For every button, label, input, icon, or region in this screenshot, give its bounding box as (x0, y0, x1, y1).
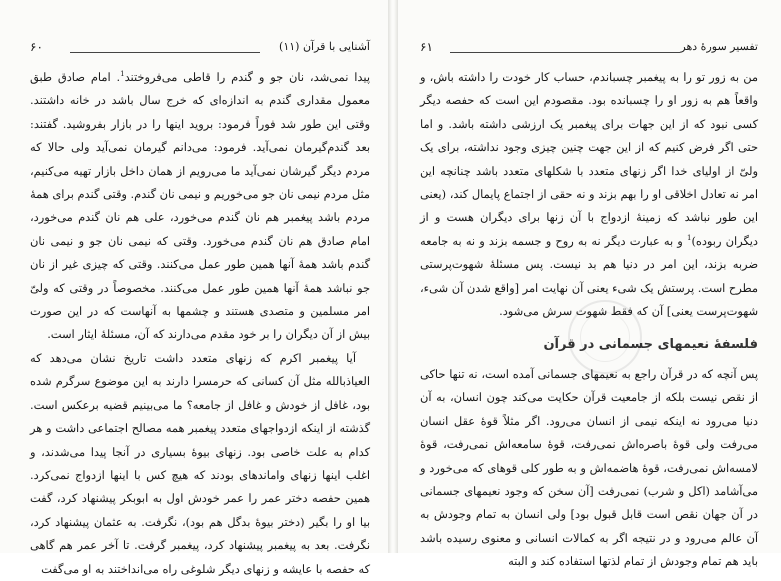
footnote-ref[interactable]: 1 (686, 234, 692, 243)
right-header-title: تفسیر سورهٔ دهر (680, 40, 758, 53)
right-paragraph-1 (420, 66, 758, 323)
left-page-number: ۶۰ (30, 40, 43, 54)
left-header-rule (70, 52, 260, 53)
right-page-body (420, 66, 758, 574)
right-header-rule (450, 52, 680, 53)
left-page (12, 0, 384, 576)
text-run: . امام صادق طبق معمول مقداری گندم به اندازه‌ای که خرج سال باشد در خانه داشتند. وقتی این طور شد فوراً فرمود: بروید اینها را در بازار بفروشید. گفتند: بعد گندم‌گیرمان نمی‌آید. فرمود: می‌دانم گیرمان نمی‌آید ولی حالا که مردم دیگر گیرشان نمی‌آید ما می‌رویم از همان داخل بازار تهیه می‌کنیم، مثل مردم نیمی نان جو می‌خوریم و نیمی نان گندم. وقتی گندم برای همهٔ مردم باشد پیغمبر هم نان گندم می‌خورد، علی هم نان گندم می‌خورد، امام صادق هم نان گندم می‌خورد. وقتی که نیمی نان جو و نیمی نان گندم باشد همهٔ آنها همین طور عمل می‌کنند. وقتی که چیزی غیر از نان جو نباشد همهٔ آنها همین طور عمل می‌کنند. مخصوصاً در وقتی که ولیّ امر مسلمین و متصدی هستند و چشمها به آنهاست که در این صورت بیش از آن دیگران را بر خود مقدم می‌دارند که آن، مسئلهٔ ایثار است. (30, 70, 370, 342)
left-running-head (30, 40, 370, 58)
left-paragraph-1 (30, 66, 370, 347)
left-header-title: آشنایی با قرآن (۱۱) (279, 40, 370, 53)
text-run: و به عبارت دیگر نه به روح و جسمه بزند و نه به جامعه ضربه بزند، این امر در دنیا هم بد نیست. پس مسئلهٔ شهوت‌پرستی مطرح است. پرستش یک شیء یعنی آن نهایت امر [واقع شدن آن شیء، شهوت‌پرست یعنی] آن که فقط شهوت سرش می‌شود. (420, 233, 758, 319)
text-run: پیدا نمی‌شد، نان جو و گندم را قاطی می‌فروختند (124, 70, 370, 84)
left-paragraph-2 (30, 347, 370, 581)
right-page (402, 0, 772, 569)
right-paragraph-2 (420, 363, 758, 574)
text-run: آیا پیغمبر اکرم که زنهای متعدد داشت تاریخ نشان می‌دهد که العیاذبالله مثل آن کسانی که حرمسرا دارند به این موضوع سرگرم شده بود، غافل از خودش و غافل از جامعه؟ ما می‌بینیم قضیه برعکس است. گذشته از اینکه ازدواجهای متعدد پیغمبر همه مصالح اجتماعی داشت و هر کدام به علت خاصی بود. زنهای بیوهٔ بسیاری در آنجا پیدا می‌شدند، و اغلب اینها زنهای واماندهای بودند که هیچ کس با اینها ازدواج نمی‌کرد. همین حفصه دختر عمر را عمر خودش اول به ابوبکر پیشنهاد کرد، گفت بیا او را بگیر (دختر بیوهٔ بدگل هم بود)، نگرفت. به عثمان پیشنهاد کرد، نگرفت. بعد به پیغمبر پیشنهاد کرد، پیغمبر گرفت. تا آخر عمر هم گاهی که حفصه با عایشه و زنهای دیگر شلوغی راه می‌انداختند به او می‌گفت (30, 350, 370, 576)
text-run: پس آنچه که در قرآن راجع به نعیمهای جسمانی آمده است، نه تنها حاکی از نقص نیست بلکه از جامعیت قرآن حکایت می‌کند چون انسان، به آن دنیا می‌رود نه اینکه نیمی از انسان می‌رود. اگر مثلاً قوهٔ عقل انسان می‌رفت ولی قوهٔ باصره‌اش نمی‌رفت، قوهٔ سامعه‌اش نمی‌رفت، قوهٔ لامسه‌اش نمی‌رفت، قوهٔ هاضمه‌اش و به طور کلی قوهای که می‌خورد و می‌آشامد (اکل و شرب) نمی‌رفت [آن سخن که وجود نعیمهای جسمانی در آن جهان نقص است قابل قبول بود] ولی انسان به تمام وجودش به آن عالم می‌رود و در نتیجه اگر به کمالات انسانی و معنوی رسیده باشد باید هم تمام وجودش از تمام لذتها استفاده کند و البته (420, 366, 758, 569)
section-heading: فلسفهٔ نعیمهای جسمانی در قرآن (543, 337, 758, 353)
right-running-head (420, 40, 758, 58)
text-run: من به زور تو را به پیغمبر چسباندم، حساب کار خودت را داشته باش، و واقعاً هم به زور او را چسبانده بود. مقصودم این است که حفصه دیگر کسی نبود که از این جهات برای پیغمبر یک ارزشی داشته باشد. و اما حتی اگر فرض کنیم که از این جهت چنین چیزی وجود نداشته، برای یک ولیّ از اولیای خدا اگر زنهای متعدد با شکلهای متعدد باشد چنانچه این امر نه تعادل اخلاقی او را بهم بزند و نه حقی از اجتماع پایمال کند، (یعنی این طور نباشد که زمینهٔ ازدواج با آن زنها برای دیگران هست و از دیگران ربوده) (420, 70, 758, 248)
footnote-ref[interactable]: 1 (120, 70, 125, 79)
left-page-body (30, 66, 370, 581)
right-page-number: ۶۱ (420, 40, 433, 54)
book-gutter (388, 0, 398, 553)
